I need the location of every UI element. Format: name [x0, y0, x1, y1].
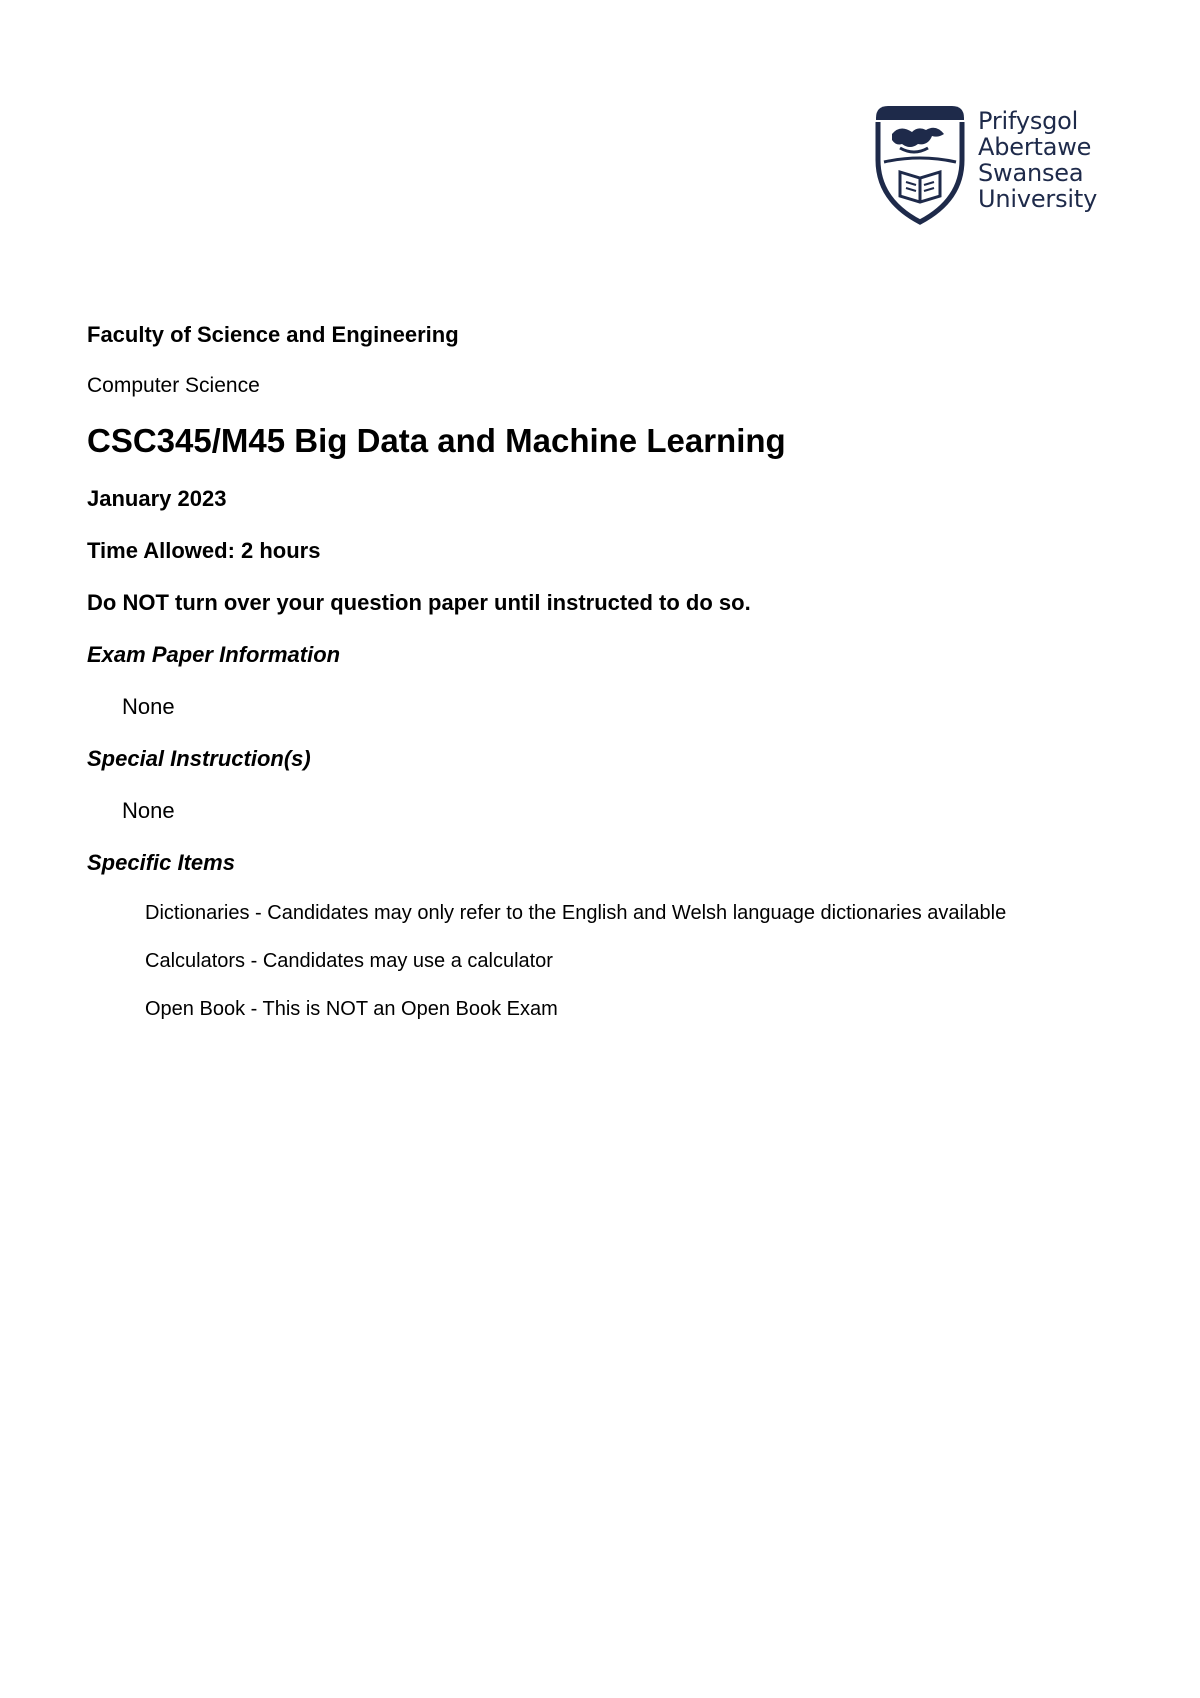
logo-line: University — [978, 185, 1098, 213]
specific-item-dictionaries: Dictionaries - Candidates may only refer to the English and Welsh language dictionaries available — [145, 902, 1007, 924]
specific-item-calculators: Calculators - Candidates may use a calculator — [145, 950, 553, 972]
exam-paper-information-value: None — [122, 694, 175, 719]
special-instructions-heading: Special Instruction(s) — [87, 746, 311, 771]
faculty-name: Faculty of Science and Engineering — [87, 322, 459, 347]
department-name: Computer Science — [87, 374, 260, 397]
specific-items-heading: Specific Items — [87, 850, 235, 875]
special-instructions-value: None — [122, 798, 175, 823]
specific-item-open-book: Open Book - This is NOT an Open Book Exam — [145, 998, 558, 1020]
turn-over-warning: Do NOT turn over your question paper until instructed to do so. — [87, 590, 751, 615]
exam-paper-information-heading: Exam Paper Information — [87, 642, 341, 667]
university-crest-icon — [870, 100, 970, 230]
logo-wordmark — [978, 108, 1097, 212]
university-logo — [870, 100, 1110, 240]
logo-line: Abertawe — [978, 133, 1092, 161]
logo-line: Swansea — [978, 159, 1084, 187]
time-allowed: Time Allowed: 2 hours — [87, 538, 321, 563]
exam-date: January 2023 — [87, 486, 227, 511]
logo-line: Prifysgol — [978, 107, 1079, 135]
course-title: CSC345/M45 Big Data and Machine Learning — [87, 422, 786, 459]
